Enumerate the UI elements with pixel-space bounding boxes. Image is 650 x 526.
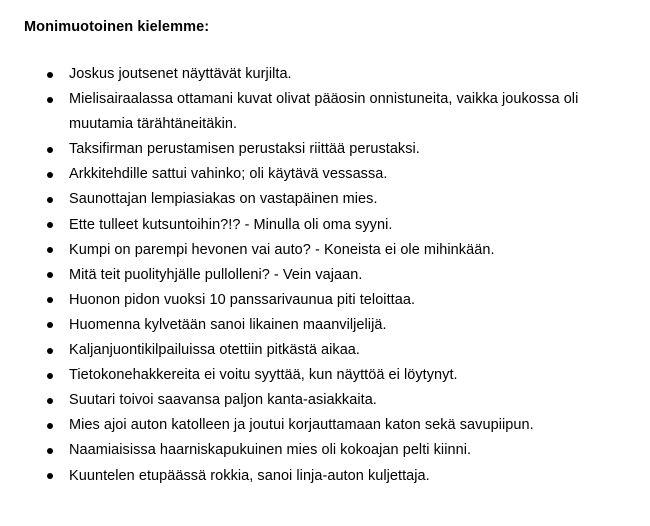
list-item-text: Saunottajan lempiasiakas on vastapäinen mies.: [69, 191, 378, 208]
bullet-icon: [47, 272, 53, 278]
bullet-icon: [47, 423, 53, 429]
bullet-icon: [47, 97, 53, 103]
list-item: [0, 464, 650, 489]
bullet-icon: [47, 222, 53, 228]
list-item: [0, 238, 650, 263]
list-item: [0, 162, 650, 187]
list-item: [0, 62, 650, 87]
list-item: [0, 338, 650, 363]
document-title: Monimuotoinen kielemme:: [24, 19, 210, 35]
list-item-text: Kaljanjuontikilpailuissa otettiin pitkästä aikaa.: [69, 342, 361, 359]
list-item: [0, 363, 650, 388]
list-item-text: Huonon pidon vuoksi 10 panssarivaunua piti teloittaa.: [69, 291, 416, 308]
list-item: [0, 137, 650, 162]
bullet-icon: [47, 373, 53, 379]
list-item: [0, 313, 650, 338]
list-item-text: Huomenna kylvetään sanoi likainen maanviljelijä.: [69, 316, 387, 333]
bullet-icon: [47, 448, 53, 454]
list-item-text: Taksifirman perustamisen perustaksi riittää perustaksi.: [69, 141, 420, 158]
bullet-icon: [47, 72, 53, 78]
list-item-text: Kumpi on parempi hevonen vai auto? - Koneista ei ole mihinkään.: [69, 241, 495, 258]
list-item-text: Mies ajoi auton katolleen ja joutui korjauttamaan katon sekä savupiipun.: [69, 417, 534, 434]
list-item: [0, 87, 650, 137]
list-item-text: Ette tulleet kutsuntoihin?!? - Minulla oli oma syyni.: [69, 216, 393, 233]
list-item-text: Kuuntelen etupäässä rokkia, sanoi linja-auton kuljettaja.: [69, 467, 430, 484]
bullet-icon: [47, 172, 53, 178]
list-item: [0, 213, 650, 238]
list-item-text: Mitä teit puolityhjälle pullolleni? - Vein vajaan.: [69, 266, 363, 283]
list-item-text: Suutari toivoi saavansa paljon kanta-asiakkaita.: [69, 392, 377, 409]
list-item: [0, 187, 650, 212]
list-item: [0, 413, 650, 438]
bullet-icon: [47, 247, 53, 253]
list-item-text: Tietokonehakkereita ei voitu syyttää, kun näyttöä ei löytynyt.: [69, 367, 458, 384]
bullet-icon: [47, 473, 53, 479]
list-item: [0, 388, 650, 413]
bullet-icon: [47, 322, 53, 328]
list-item: [0, 288, 650, 313]
list-item: [0, 438, 650, 463]
bullet-icon: [47, 398, 53, 404]
list-item-text: Arkkitehdille sattui vahinko; oli käytävä vessassa.: [69, 166, 388, 183]
list-item-text: Joskus joutsenet näyttävät kurjilta.: [69, 66, 292, 82]
bullet-icon: [47, 297, 53, 303]
bullet-icon: [47, 147, 53, 153]
list-item-text: Mielisairaalassa ottamani kuvat olivat pääosin onnistuneita, vaikka joukossa oli muutamia tärähtäneitäkin.: [69, 91, 579, 133]
bullet-icon: [47, 348, 53, 354]
bullet-list: [0, 62, 650, 489]
list-item: [0, 263, 650, 288]
bullet-icon: [47, 197, 53, 203]
list-item-text: Naamiaisissa haarniskapukuinen mies oli kokoajan pelti kiinni.: [69, 442, 472, 459]
